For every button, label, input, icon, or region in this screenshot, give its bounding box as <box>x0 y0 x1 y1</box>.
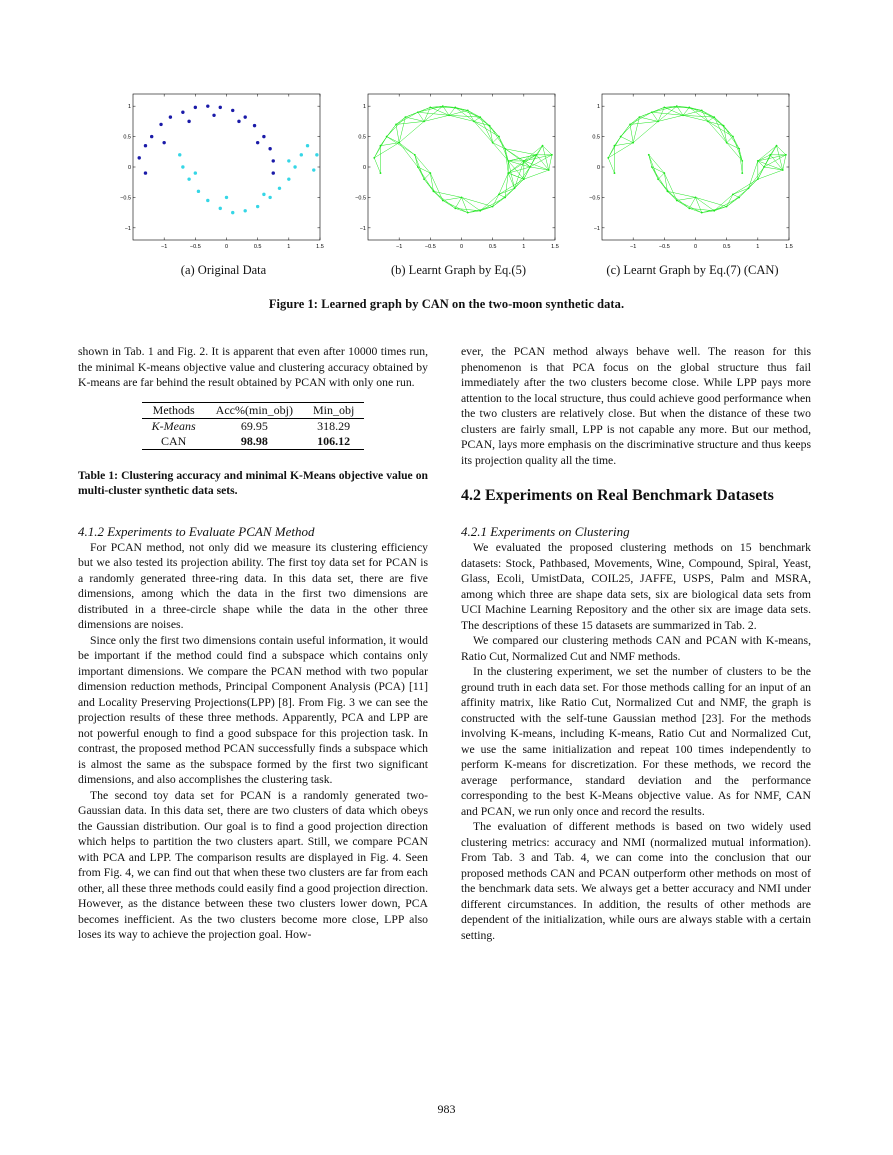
subcaption-a: (a) Original Data <box>180 263 267 277</box>
plot-original-data <box>120 92 324 252</box>
right-paragraph-4: In the clustering experiment, we set the number of clusters to be the ground truth in each data set. For those methods calling for an input of an affinity matrix, like Ratio Cut, Normalized Cut and NMF, the graph is constructed with the self-tune Gaussian method [23]. For the methods involving K-means, including K-means, Ratio Cut and Normalized Cut, we use the same initialization and repeat 100 times independently to perform K-means for discretization. For these methods, we record the average performance, standard deviation and the performance corresponding to the best K-Means objective value. As for NMF, CAN and PCAN, we run only once and record the results. <box>461 665 811 818</box>
graph-node <box>732 193 734 195</box>
graph-edge <box>658 173 664 179</box>
data-point-cluster-2 <box>206 199 209 202</box>
graph-edge <box>708 117 714 121</box>
graph-edge <box>499 137 508 161</box>
graph-node <box>732 136 734 138</box>
data-point-cluster-2 <box>231 211 234 214</box>
graph-edge <box>405 117 424 121</box>
data-point-cluster-2 <box>278 187 281 190</box>
graph-node <box>498 136 500 138</box>
data-point-cluster-1 <box>144 144 147 147</box>
data-point-cluster-1 <box>212 114 215 117</box>
data-point-cluster-2 <box>306 144 309 147</box>
graph-edge <box>621 117 640 136</box>
graph-node <box>620 136 622 138</box>
graph-node <box>504 197 506 199</box>
data-point-cluster-2 <box>194 171 197 174</box>
graph-edge <box>733 137 742 161</box>
graph-edge <box>480 117 492 143</box>
graph-node <box>507 160 509 162</box>
y-tick-label: −1 <box>359 225 366 232</box>
graph-node <box>551 154 553 156</box>
graph-node <box>657 178 659 180</box>
graph-edge <box>508 161 524 179</box>
table-cell: 106.12 <box>303 434 364 450</box>
graph-edge <box>658 179 677 200</box>
page-number: 983 <box>437 1102 456 1116</box>
data-point-cluster-1 <box>181 111 184 114</box>
graph-edge <box>733 179 758 194</box>
graph-node <box>454 207 456 209</box>
graph-node <box>479 210 481 212</box>
graph-edge <box>499 194 505 197</box>
graph-node <box>614 172 616 174</box>
data-point-cluster-2 <box>300 153 303 156</box>
data-point-cluster-1 <box>219 106 222 109</box>
left-column <box>78 344 428 943</box>
graph-node <box>507 172 509 174</box>
table-cell: K-Means <box>151 418 196 433</box>
y-tick-label: −1 <box>124 225 131 232</box>
table-row <box>142 418 365 434</box>
graph-node <box>614 145 616 147</box>
graph-edge <box>549 155 552 170</box>
graph-edge <box>608 158 614 173</box>
table-cell: 69.95 <box>240 418 268 433</box>
graph-edge <box>630 124 633 142</box>
x-tick-label: −1 <box>161 244 168 250</box>
data-point-cluster-1 <box>272 159 275 162</box>
graph-node <box>741 160 743 162</box>
right-paragraph-2: We evaluated the proposed clustering methods on 15 benchmark datasets: Stock, Pathbased, Movements, Wine, Compound, Spiral, Yeast, Glass, Ecoli, UmistData, COIL25, JAFFE, USPS, Palm and MSRA, among which three are shape data sets, six are biological data sets from UCI Machine Learning Repository and the other six are image data sets. The descriptions of these 15 datasets are summarized in Tab. 2. <box>461 541 811 632</box>
data-point-cluster-2 <box>197 190 200 193</box>
graph-node <box>741 172 743 174</box>
x-tick-label: 0 <box>459 244 464 250</box>
graph-node <box>726 206 728 208</box>
plot-graph-eq7 <box>589 92 793 252</box>
table-cell: 98.98 <box>206 434 303 450</box>
graph-node <box>473 120 475 122</box>
graph-node <box>423 178 425 180</box>
data-point-cluster-2 <box>268 196 271 199</box>
graph-edge <box>621 124 630 136</box>
graph-edge <box>474 121 493 142</box>
data-point-cluster-2 <box>315 153 318 156</box>
figure-caption: Figure 1: Learned graph by CAN on the two-moon synthetic data. <box>268 297 625 311</box>
table-header-row <box>142 402 365 418</box>
graph-edge <box>468 207 493 213</box>
graph-edge <box>399 121 424 142</box>
y-tick-label: −0.5 <box>355 195 366 202</box>
graph-node <box>688 207 690 209</box>
subsection-heading-4-1-2: 4.1.2 Experiments to Evaluate PCAN Method <box>78 523 315 539</box>
graph-node <box>726 142 728 144</box>
graph-edge <box>387 117 406 136</box>
graph-node <box>504 148 506 150</box>
graph-node <box>701 110 703 112</box>
graph-node <box>498 193 500 195</box>
data-point-cluster-1 <box>187 120 190 123</box>
graph-edge <box>621 137 633 143</box>
y-tick-label: −0.5 <box>589 195 600 202</box>
graph-edge <box>374 158 380 173</box>
graph-node <box>398 142 400 144</box>
graph-edge <box>430 173 442 200</box>
graph-node <box>757 178 759 180</box>
graph-edge <box>633 121 658 142</box>
axes <box>120 94 324 250</box>
data-point-cluster-1 <box>272 171 275 174</box>
graph-edge <box>524 155 552 161</box>
x-tick-label: 1 <box>287 244 291 250</box>
graph-node <box>707 120 709 122</box>
graph-node <box>688 106 690 108</box>
x-tick-label: 0.5 <box>253 244 262 250</box>
x-tick-label: 1.5 <box>551 244 559 250</box>
axes-box <box>133 94 320 240</box>
graph-node <box>417 111 419 113</box>
y-tick-label: −1 <box>593 225 600 232</box>
graph-edge <box>462 197 493 206</box>
x-tick-label: −1 <box>630 244 637 250</box>
graph-eq5 <box>355 92 559 252</box>
graph-node <box>542 145 544 147</box>
y-tick-label: 0.5 <box>592 134 600 141</box>
graph-edge <box>702 207 727 213</box>
graph-node <box>548 169 550 171</box>
results-table <box>142 402 365 450</box>
graph-node <box>467 110 469 112</box>
graph-edge <box>696 197 727 206</box>
data-point-cluster-1 <box>162 141 165 144</box>
right-column <box>461 344 811 943</box>
x-tick-label: 1.5 <box>785 244 793 250</box>
graph-edge <box>474 117 480 121</box>
data-point-cluster-1 <box>169 115 172 118</box>
data-point-cluster-2 <box>256 205 259 208</box>
table-cell: 318.29 <box>317 418 351 433</box>
graph-edge <box>493 137 499 143</box>
graph-node <box>748 187 750 189</box>
graph-edge <box>508 167 530 173</box>
x-tick-label: −0.5 <box>658 244 670 250</box>
data-point-cluster-2 <box>287 177 290 180</box>
graph-node <box>663 106 665 108</box>
subcaption-c: (c) Learnt Graph by Eq.(7) (CAN) <box>606 263 779 277</box>
data-point-cluster-1 <box>194 106 197 109</box>
table-header-cell: Acc%(min_obj) <box>206 402 303 418</box>
graph-node <box>479 116 481 118</box>
graph-node <box>523 178 525 180</box>
subsection-heading-4-2-1: 4.2.1 Experiments on Clustering <box>461 524 630 539</box>
graph-edge <box>443 200 468 212</box>
data-point-cluster-2 <box>262 193 265 196</box>
graph-node <box>386 136 388 138</box>
y-tick-label: 1 <box>362 104 366 111</box>
graph-node <box>763 166 765 168</box>
graph-edge <box>677 200 702 212</box>
graph-node <box>373 157 375 159</box>
graph-node <box>454 106 456 108</box>
graph-node <box>695 197 697 199</box>
graph-edge <box>727 137 733 143</box>
graph-node <box>380 145 382 147</box>
graph-node <box>607 157 609 159</box>
right-paragraph-1: ever, the PCAN method always behave well. The reason for this phenomenon is that PCA focus on the global structure thus fail immediately after the two clusters become close. While LPP pays more attention to the local structure, thus could achieve good performance when the two clusters are relatively close. But when the distance of these two clusters are fairly small, LPP is not capable any more. But our method, PCAN, lays more emphasis on the discriminative structure and thus keeps its projection quality all the time. <box>461 345 811 467</box>
x-tick-label: −0.5 <box>424 244 436 250</box>
graph-edge <box>396 124 399 142</box>
y-tick-label: 0.5 <box>123 134 131 141</box>
graph-node <box>395 124 397 126</box>
table-row <box>142 434 365 450</box>
graph-node <box>738 148 740 150</box>
graph-edge <box>664 173 676 200</box>
graph-edge <box>387 137 415 155</box>
graph-node <box>448 114 450 116</box>
graph-node <box>429 172 431 174</box>
graph-node <box>682 114 684 116</box>
graph-node <box>782 169 784 171</box>
graph-node <box>523 160 525 162</box>
graph-edge <box>387 137 399 143</box>
graph-edge <box>714 117 726 143</box>
graph-node <box>442 200 444 202</box>
plot-graph-eq5 <box>355 92 559 252</box>
graph-node <box>380 172 382 174</box>
x-tick-label: −0.5 <box>189 244 201 250</box>
graph-node <box>651 111 653 113</box>
left-paragraph-2: For PCAN method, not only did we measure its clustering efficiency but we also tested its projection ability. The first toy data set for PCAN is a randomly generated three-ring data. In this data set, there are five dimensions, among which the data in the first two dimensions are distributed in a three-circle shape while the data in the other three dimensions are noises. <box>78 540 428 631</box>
right-paragraph-3: We compared our clustering methods CAN and PCAN with K-means, Ratio Cut, Normalized Cut and NMF methods. <box>461 634 811 663</box>
graph-node <box>713 210 715 212</box>
data-point-cluster-1 <box>144 171 147 174</box>
data-point-cluster-1 <box>253 124 256 127</box>
graph-node <box>405 116 407 118</box>
y-tick-label: −0.5 <box>120 195 131 202</box>
data-point-cluster-2 <box>219 207 222 210</box>
graph-node <box>667 190 669 192</box>
graph-edge <box>758 155 786 161</box>
data-point-cluster-1 <box>244 115 247 118</box>
graph-node <box>492 206 494 208</box>
graph-node <box>467 212 469 214</box>
data-point-cluster-1 <box>256 141 259 144</box>
data-point-cluster-1 <box>237 120 240 123</box>
graph-node <box>417 166 419 168</box>
table-header-cell: Methods <box>142 402 206 418</box>
data-point-cluster-2 <box>293 165 296 168</box>
x-tick-label: 1 <box>522 244 526 250</box>
table-cell: CAN <box>142 434 206 450</box>
graph-node <box>492 142 494 144</box>
data-point-cluster-2 <box>178 153 181 156</box>
graph-node <box>632 142 634 144</box>
x-tick-label: 1.5 <box>316 244 324 250</box>
graph-node <box>757 160 759 162</box>
graph-edge <box>727 188 749 206</box>
graph-node <box>442 105 444 107</box>
graph-edge <box>689 197 695 208</box>
table-header-cell: Min_obj <box>303 402 364 418</box>
graph-node <box>651 166 653 168</box>
right-paragraph-5: The evaluation of different methods is based on two widely used clustering metrics: accuracy and NMI (normalized mutual information). From Tab. 3 and Tab. 4, we can come into the conclusion that our proposed methods CAN and PCAN outperform other methods on most of the benchmark data sets. We always get a better accuracy and NMI under different circumstances. In addition, the results of other methods are dependent of the initialization, while ours are always stable with a certain setting. <box>461 820 811 942</box>
x-tick-label: −1 <box>396 244 403 250</box>
y-tick-label: 1 <box>127 104 131 111</box>
graph-edge <box>455 197 461 208</box>
data-point-cluster-2 <box>312 168 315 171</box>
y-tick-label: 0 <box>362 165 366 171</box>
y-tick-label: 0.5 <box>358 134 366 141</box>
scatter-original-data <box>120 92 324 252</box>
data-point-cluster-1 <box>262 135 265 138</box>
graph-edge <box>493 194 499 206</box>
graph-node <box>701 212 703 214</box>
graph-node <box>639 116 641 118</box>
data-point-cluster-1 <box>159 123 162 126</box>
y-tick-label: 0 <box>596 165 600 171</box>
section-heading-4-2: 4.2 Experiments on Real Benchmark Datasets <box>461 487 774 504</box>
data-point-cluster-1 <box>206 104 209 107</box>
graph-edge <box>387 124 396 136</box>
data-point-cluster-2 <box>187 177 190 180</box>
graph-node <box>489 125 491 127</box>
graph-node <box>414 154 416 156</box>
graph-edge <box>508 161 514 188</box>
graph-edge <box>714 194 733 210</box>
table-caption: Table 1: Clustering accuracy and minimal K-Means objective value on multi-cluster synthetic data sets. <box>78 468 428 497</box>
x-tick-label: 1 <box>756 244 760 250</box>
graph-node <box>514 187 516 189</box>
graph-edge <box>493 188 515 206</box>
subcaption-b: (b) Learnt Graph by Eq.(5) <box>390 263 527 277</box>
graph-edge <box>480 194 499 210</box>
graph-edge <box>639 117 658 121</box>
y-tick-label: 0 <box>127 165 131 171</box>
graph-edge <box>764 167 783 170</box>
x-tick-label: 0.5 <box>488 244 497 250</box>
x-tick-label: 0 <box>693 244 698 250</box>
graph-node <box>648 154 650 156</box>
data-point-cluster-2 <box>244 209 247 212</box>
graph-node <box>529 166 531 168</box>
graph-edge <box>415 155 424 179</box>
graph-edge <box>727 194 733 206</box>
graph-node <box>423 120 425 122</box>
graph-edge <box>733 194 739 197</box>
data-point-cluster-2 <box>225 196 228 199</box>
graph-node <box>461 197 463 199</box>
graph-edge <box>677 197 696 200</box>
graph-node <box>433 190 435 192</box>
graph-node <box>723 125 725 127</box>
graph-node <box>713 116 715 118</box>
left-paragraph-3: Since only the first two dimensions contain useful information, it would be important if the method could find a subspace which contains only important dimensions. We compare the PCAN method with two popular dimension reduction methods, Principal Component Analysis (PCA) [11] and Locality Preserving Projections(LPP) [8]. From Fig. 3 we can see the projection results of these three methods. Apparently, PCA and LPP are not powerful enough to find a good subspace for this projection task. In contrast, the proposed method PCAN successfully finds a subspace which is almost the same as the subspace formed by the first two significant dimensions, and also accomplishes the clustering task. <box>78 633 428 786</box>
data-point-cluster-1 <box>150 135 153 138</box>
left-paragraph-1: shown in Tab. 1 and Fig. 2. It is apparent that even after 10000 times run, the minimal K-means objective value and clustering accuracy obtained by K-means are far behind the result obtained by PCAN with only one run. <box>78 345 428 389</box>
left-paragraph-4: The second toy data set for PCAN is a randomly generated two-Gaussian data. In this data set, there are two clusters of data which obeys the Gaussian distribution. Our goal is to find a good projection direction which helps to partition the two clusters apart. Still, we compare PCAN with PCA and LPP. The comparison results are displayed in Fig. 4. Seen from Fig. 4, we can find out that when these two clusters are far from each other, all these three methods could easily find a good projection direction. However, as the distance between these two clusters lower down, PCA becomes inefficient. As the two clusters become more close, LPP also loses its way to achieve the projection goal. How- <box>78 788 428 941</box>
graph-node <box>676 105 678 107</box>
graph-node <box>676 200 678 202</box>
graph-edge <box>530 167 549 170</box>
graph-node <box>657 120 659 122</box>
graph-edge <box>708 121 727 142</box>
data-point-cluster-1 <box>268 147 271 150</box>
x-tick-label: 0.5 <box>722 244 731 250</box>
data-point-cluster-1 <box>138 156 141 159</box>
graph-edge <box>783 155 786 170</box>
graph-edge <box>424 173 430 179</box>
graph-edge <box>443 197 462 200</box>
graph-node <box>785 154 787 156</box>
graph-node <box>629 124 631 126</box>
x-tick-label: 0 <box>224 244 229 250</box>
graph-edge <box>733 188 749 194</box>
graph-node <box>738 197 740 199</box>
graph-eq7 <box>589 92 793 252</box>
graph-edge <box>424 179 443 200</box>
graph-node <box>769 154 771 156</box>
graph-node <box>535 154 537 156</box>
graph-node <box>429 106 431 108</box>
graph-node <box>663 172 665 174</box>
graph-edge <box>649 155 658 179</box>
graph-edge <box>499 179 524 194</box>
data-point-cluster-1 <box>231 109 234 112</box>
y-tick-label: 1 <box>596 104 600 111</box>
graph-node <box>776 145 778 147</box>
data-point-cluster-2 <box>181 165 184 168</box>
data-point-cluster-2 <box>287 159 290 162</box>
